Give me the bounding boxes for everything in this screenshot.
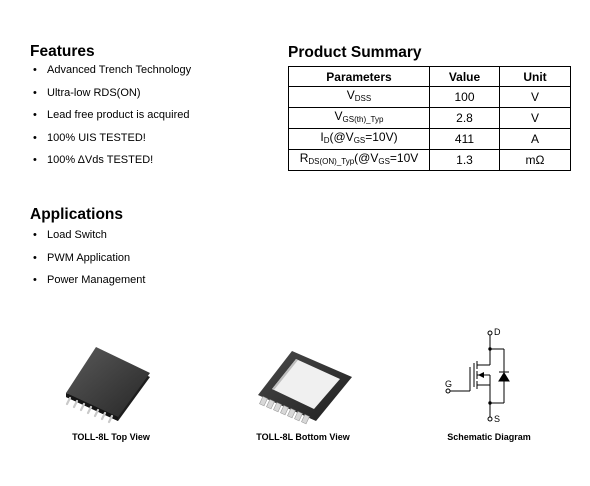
feature-item: • 100% UIS TESTED! [32, 132, 191, 155]
value-cell: 2.8 [430, 108, 500, 129]
package-bottom-view-image [250, 345, 360, 425]
mosfet-schematic-diagram [440, 325, 550, 425]
value-cell: 1.3 [430, 150, 500, 171]
application-item: • Power Management [32, 274, 145, 297]
pin-d-label: D [494, 327, 501, 337]
param-cell: $R_{DS(ON)\_Typ}(@V_{GS}=10V$ [289, 150, 430, 171]
product-summary-table [288, 66, 571, 171]
table-row [289, 87, 571, 108]
value-cell: 411 [430, 129, 500, 150]
param-cell: $I_D(@V_{GS}=10V)$ [289, 129, 430, 150]
application-item: • PWM Application [32, 252, 145, 275]
header-parameters: Parameters [289, 67, 430, 87]
feature-item: • Lead free product is acquired [32, 109, 191, 132]
pin-s-label: S [494, 414, 501, 424]
application-item: • Load Switch [32, 229, 145, 252]
features-title: Features [30, 43, 95, 60]
table-row [289, 150, 571, 171]
unit-cell: A [500, 129, 571, 150]
unit-cell: V [500, 108, 571, 129]
bottom-view-caption: TOLL-8L Bottom View [256, 432, 350, 442]
table-header-row [289, 67, 571, 87]
param-cell: $V_{DSS}$ [289, 87, 430, 108]
unit-cell: V [500, 87, 571, 108]
header-value: Value [430, 67, 500, 87]
top-view-caption: TOLL-8L Top View [72, 432, 150, 442]
feature-item: • 100% ΔVds TESTED! [32, 154, 191, 177]
value-cell: 100 [430, 87, 500, 108]
features-list [32, 64, 191, 177]
pin-g-label: G [445, 379, 453, 389]
applications-title: Applications [30, 206, 124, 223]
table-row [289, 108, 571, 129]
table-row [289, 129, 571, 150]
feature-item: • Advanced Trench Technology [32, 64, 191, 87]
schematic-caption: Schematic Diagram [447, 432, 531, 442]
feature-item: • Ultra-low RDS(ON) [32, 87, 191, 110]
package-top-view-image [58, 345, 158, 425]
header-unit: Unit [500, 67, 571, 87]
param-cell: $V_{GS(th)\_Typ}$ [289, 108, 430, 129]
unit-cell: mΩ [500, 150, 571, 171]
applications-list [32, 229, 145, 297]
product-summary-title: Product Summary [288, 44, 422, 61]
